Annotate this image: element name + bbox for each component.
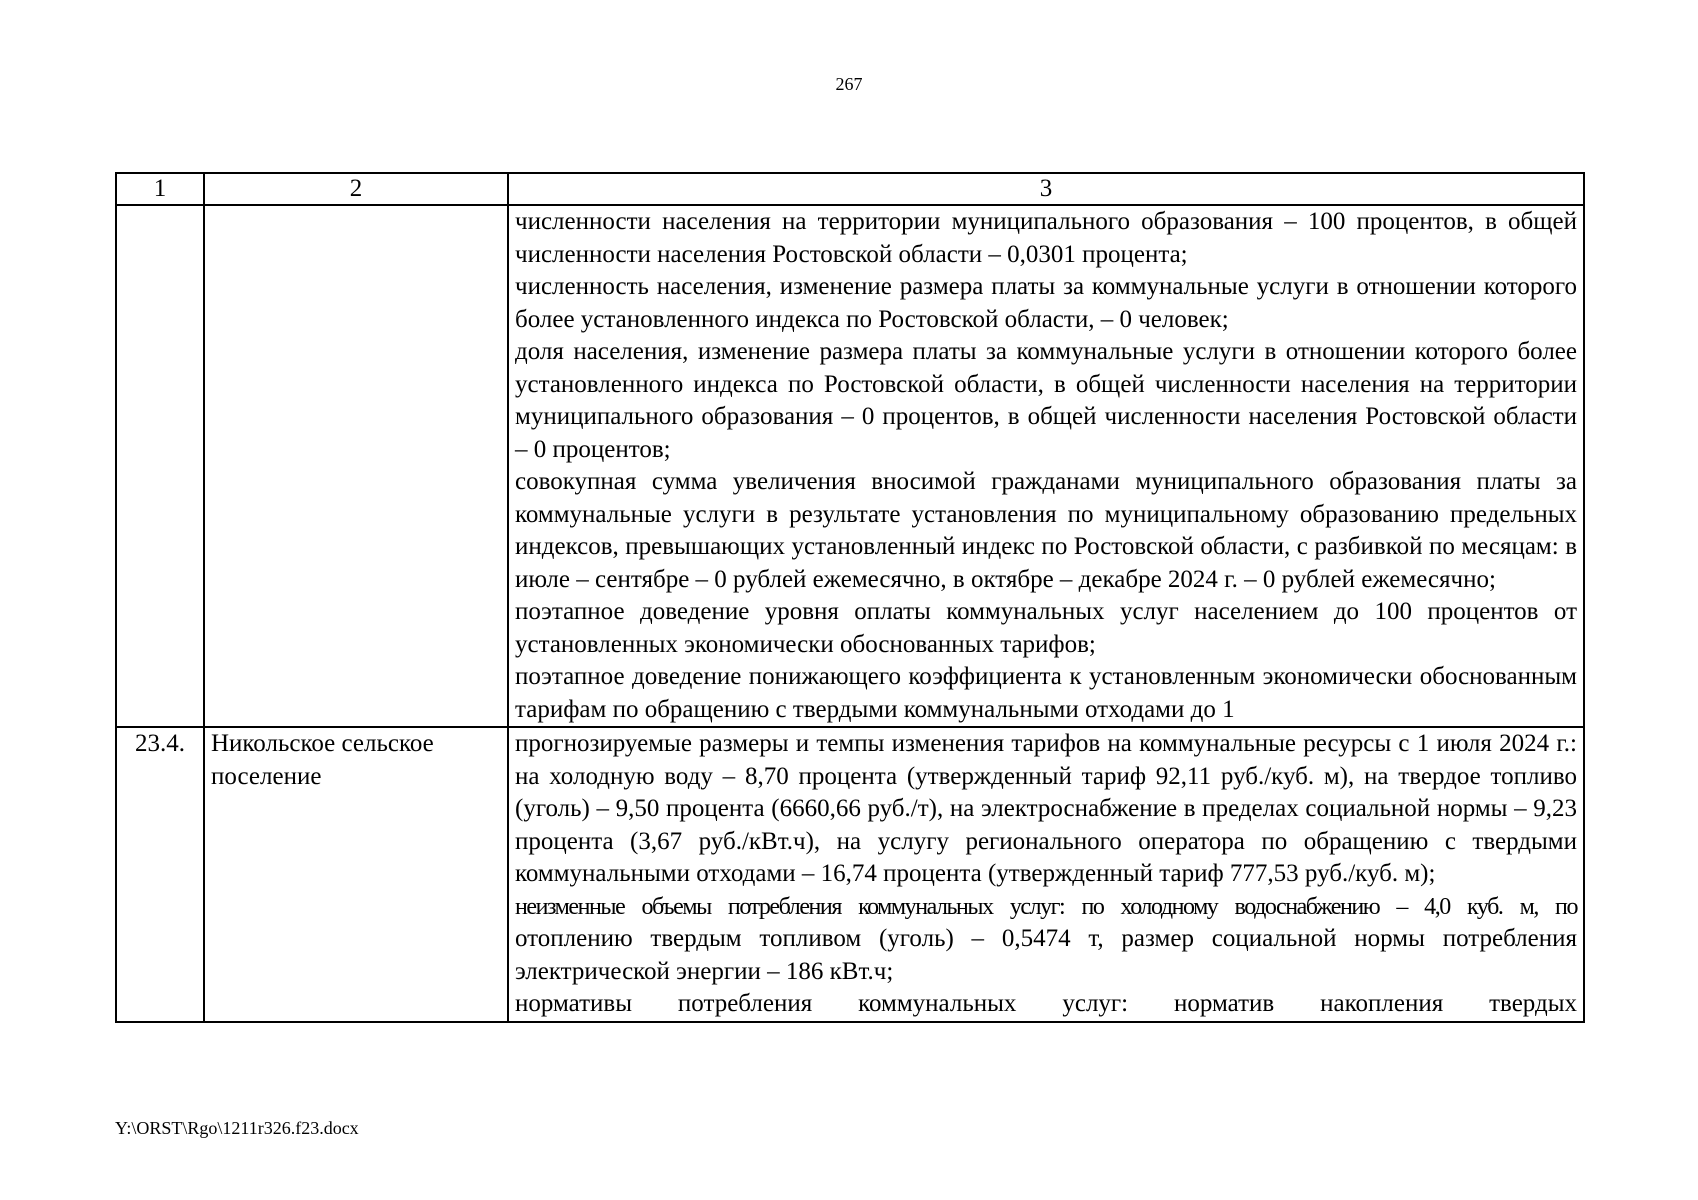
document-table bbox=[115, 172, 1585, 1023]
settlement-name-cell bbox=[204, 205, 508, 727]
paragraph: поэтапное доведение понижающего коэффициента к установленным экономически обоснованным тарифам по обращению с твердыми коммунальными отходами до 1 bbox=[515, 663, 1577, 723]
paragraph: численности населения на территории муниципального образования – 100 процентов, в общей численности населения Ростовской области – 0,0301 процента; bbox=[515, 208, 1577, 268]
paragraph: совокупная сумма увеличения вносимой гражданами муниципального образования платы за коммунальные услуги в результате установления по муниципальному образованию предельных индексов, превышающих установленный индекс по Ростовской области, с разбивкой по месяцам: в июле – сентябре – 0 рублей ежемесячно, в октябре – декабре 2024 г. – 0 рублей ежемесячно; bbox=[515, 468, 1577, 593]
description-cell bbox=[508, 205, 1584, 727]
page-number: 267 bbox=[835, 74, 863, 94]
paragraph: отоплению твердым топливом (уголь) – 0,5474 т, размер социальной нормы потребления электрической энергии – 186 кВт.ч; bbox=[515, 925, 1577, 985]
paragraph: прогнозируемые размеры и темпы изменения тарифов на коммунальные ресурсы с 1 июля 2024 г.: на холодную воду – 8,70 процента (утвержденный тариф 92,11 руб./куб. м), на твердое топливо (уголь) – 9,50 процента (6660,66 руб./т), на электроснабжение в пределах социальной нормы – 9,23 процента (3,67 руб./кВт.ч), на услугу регионального оператора по обращению с твердыми коммунальными отходами – 16,74 процента (утвержденный тариф 777,53 руб./куб. м); bbox=[515, 730, 1577, 887]
row-number-cell bbox=[116, 205, 204, 727]
description-cell bbox=[508, 727, 1584, 1022]
paragraph: доля населения, изменение размера платы за коммунальные услуги в отношении которого более установленного индекса по Ростовской области, в общей численности населения на территории муниципального образования – 0 процентов, в общей численности населения Ростовской области – 0 процентов; bbox=[515, 338, 1577, 463]
paragraph: неизменные объемы потребления коммунальных услуг: по холодному водоснабжению – 4,0 куб. м, по bbox=[515, 893, 1577, 920]
table-header-row bbox=[116, 173, 1584, 205]
row-number-cell: 23.4. bbox=[116, 727, 204, 1022]
table-row bbox=[116, 205, 1584, 727]
paragraph: численность населения, изменение размера платы за коммунальные услуги в отношении которого более установленного индекса по Ростовской области, – 0 человек; bbox=[515, 273, 1577, 333]
table-row bbox=[116, 727, 1584, 1022]
settlement-name-cell: Никольское сельское поселение bbox=[204, 727, 508, 1022]
header-cell-2: 2 bbox=[204, 173, 508, 205]
paragraph: поэтапное доведение уровня оплаты коммунальных услуг населением до 100 процентов от установленных экономически обоснованных тарифов; bbox=[515, 598, 1577, 658]
footer-file-path: Y:\ORST\Rgo\1211r326.f23.docx bbox=[115, 1118, 359, 1138]
paragraph: нормативы потребления коммунальных услуг: норматив накопления твердых bbox=[515, 990, 1577, 1017]
header-cell-3: 3 bbox=[508, 173, 1584, 205]
header-cell-1: 1 bbox=[116, 173, 204, 205]
